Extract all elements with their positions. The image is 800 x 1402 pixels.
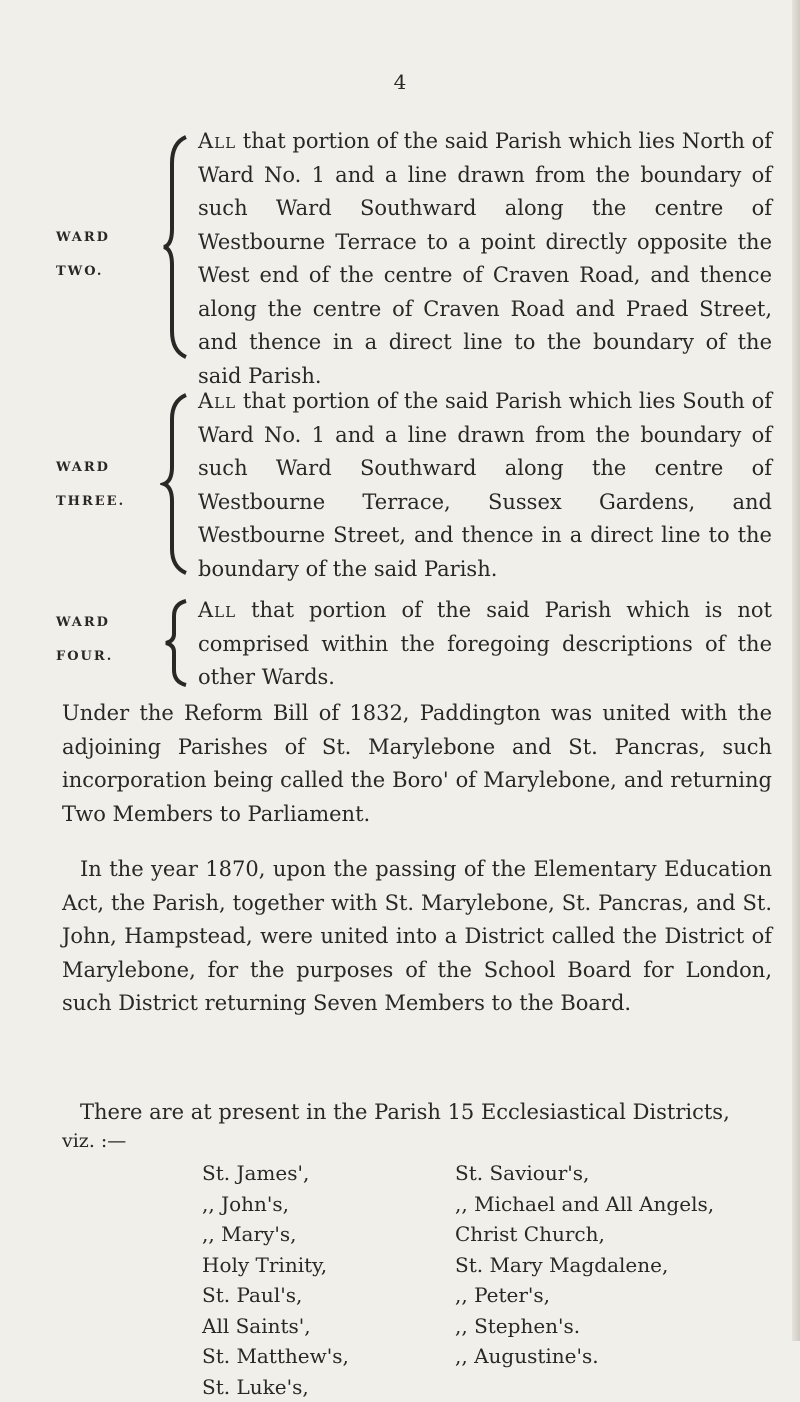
page-number: 4 (0, 70, 800, 94)
list-item: ,, John's, (202, 1189, 349, 1220)
ward-label-line2: TWO. (56, 255, 166, 289)
viz-label: viz. :— (62, 1130, 126, 1152)
ward-description-text: that portion of the said Parish which lies South of Ward No. 1 and a line drawn from the boundary of such Ward Southward along the centre of Westbourne Terrace, Sussex Gardens, and Westbourne Street, and thence in a direct line to the boundary of the said Parish. (198, 389, 772, 581)
list-item: ,, Michael and All Angels, (455, 1189, 714, 1220)
ward-two-section (0, 125, 800, 370)
ward-three-section (0, 385, 800, 585)
list-item: St. Mary Magdalene, (455, 1250, 714, 1281)
list-item: ,, Peter's, (455, 1280, 714, 1311)
left-brace-icon (160, 133, 192, 361)
ward-four-label (56, 606, 166, 674)
list-item: All Saints', (202, 1311, 349, 1342)
ward-label-line1: WARD (56, 606, 166, 640)
ward-lead-word: All (198, 598, 236, 622)
districts-list-left (202, 1158, 349, 1402)
list-item: Holy Trinity, (202, 1250, 349, 1281)
education-act-paragraph: In the year 1870, upon the passing of the Elementary Education Act, the Parish, together with St. Marylebone, St. Pancras, and St. John, Hampstead, were united into a District called the District of Marylebone, for the purposes of the School Board for London, such District returning Seven Members to the Board. (62, 853, 772, 1021)
list-item: ,, Mary's, (202, 1219, 349, 1250)
list-item: St. Luke's, (202, 1372, 349, 1402)
list-item: ,, Augustine's. (455, 1341, 714, 1372)
list-item: Christ Church, (455, 1219, 714, 1250)
left-brace-icon (160, 391, 192, 577)
page-edge (792, 0, 800, 1341)
ward-three-description (198, 385, 772, 586)
list-item: St. Saviour's, (455, 1158, 714, 1189)
ward-label-line1: WARD (56, 221, 166, 255)
ecclesiastical-districts-intro: There are at present in the Parish 15 Ecclesiastical Districts, (62, 1096, 772, 1130)
list-item: St. James', (202, 1158, 349, 1189)
list-item: St. Paul's, (202, 1280, 349, 1311)
ward-two-label (56, 221, 166, 289)
ward-four-description (198, 594, 772, 695)
left-brace-icon (160, 598, 192, 688)
ward-description-text: that portion of the said Parish which is not comprised within the foregoing descriptions of the other Wards. (198, 598, 772, 689)
reform-bill-paragraph: Under the Reform Bill of 1832, Paddington was united with the adjoining Parishes of St. Marylebone and St. Pancras, such incorporation being called the Boro' of Marylebone, and returning Two Members to Parliament. (62, 697, 772, 831)
districts-list-right (455, 1158, 714, 1372)
ward-label-line1: WARD (56, 451, 166, 485)
ward-lead-word: All (198, 389, 236, 413)
ward-lead-word: All (198, 129, 236, 153)
list-item: St. Matthew's, (202, 1341, 349, 1372)
ward-four-section (0, 594, 800, 694)
ward-label-line2: THREE. (56, 485, 166, 519)
ward-description-text: that portion of the said Parish which lies North of Ward No. 1 and a line drawn from the boundary of such Ward Southward along the centre of Westbourne Terrace to a point directly opposite the West end of the centre of Craven Road, and thence along the centre of Craven Road and Praed Street, and thence in a direct line to the boundary of the said Parish. (198, 129, 772, 388)
ward-label-line2: FOUR. (56, 640, 166, 674)
ward-three-label (56, 451, 166, 519)
ward-two-description (198, 125, 772, 393)
list-item: ,, Stephen's. (455, 1311, 714, 1342)
